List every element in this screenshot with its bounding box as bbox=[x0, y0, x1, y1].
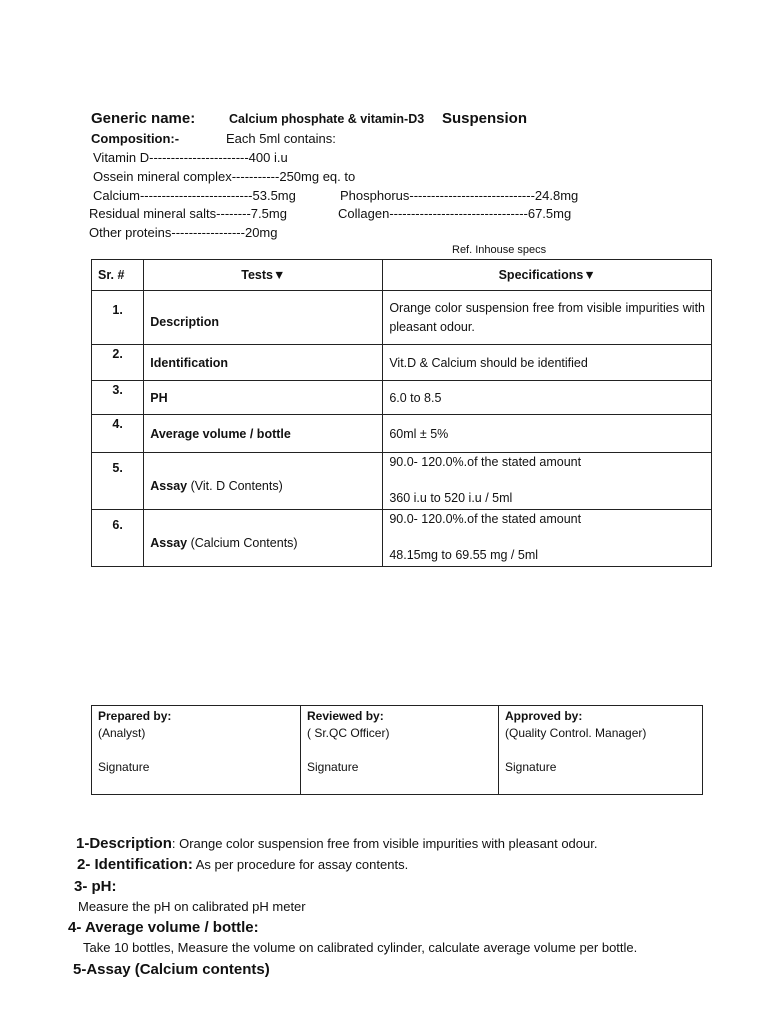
header-specifications: Specifications▼ bbox=[383, 260, 712, 291]
approved-by-cell bbox=[499, 706, 703, 795]
row-number: 5. bbox=[92, 453, 144, 510]
procedure-identification bbox=[77, 856, 408, 874]
row-spec: 6.0 to 8.5 bbox=[383, 381, 712, 415]
procedure-identification-label: 2- Identification: bbox=[77, 856, 193, 873]
row-test: Assay bbox=[150, 536, 188, 550]
row-test-cell bbox=[144, 453, 383, 510]
composition-residual: Residual mineral salts--------7.5mg bbox=[89, 206, 287, 221]
table-row bbox=[92, 381, 712, 415]
row-spec: Vit.D & Calcium should be identified bbox=[383, 345, 712, 381]
composition-other-proteins: Other proteins-----------------20mg bbox=[89, 225, 278, 240]
signoff-table bbox=[91, 705, 703, 795]
row-number: 3. bbox=[92, 381, 144, 415]
row-number: 1. bbox=[92, 291, 144, 345]
row-spec: 90.0- 120.0%.of the stated amount bbox=[389, 512, 582, 526]
reviewed-by-role: ( Sr.QC Officer) bbox=[307, 726, 390, 740]
composition-each: Each 5ml contains: bbox=[226, 131, 336, 146]
procedure-description bbox=[76, 835, 597, 853]
header-tests: Tests▼ bbox=[144, 260, 383, 291]
prepared-by-label: Prepared by: bbox=[98, 709, 172, 723]
row-test-detail: (Calcium Contents) bbox=[187, 536, 298, 550]
procedure-description-text: : Orange color suspension free from visible impurities with pleasant odour. bbox=[171, 836, 598, 851]
procedure-assay-label: 5-Assay (Calcium contents) bbox=[73, 961, 270, 978]
header-sr: Sr. # bbox=[92, 260, 144, 291]
composition-label: Composition:- bbox=[91, 131, 180, 146]
composition-ossein: Ossein mineral complex-----------250mg eq. to bbox=[93, 169, 356, 184]
row-test: Average volume / bottle bbox=[144, 415, 383, 453]
procedure-description-label: 1-Description bbox=[76, 835, 172, 852]
reference-note: Ref. Inhouse specs bbox=[452, 244, 547, 256]
row-spec: 60ml ± 5% bbox=[383, 415, 712, 453]
row-spec-cell bbox=[383, 510, 712, 567]
specification-table bbox=[91, 259, 712, 567]
generic-name-suffix: Suspension bbox=[442, 110, 528, 127]
row-test: Assay bbox=[150, 479, 188, 493]
row-test: PH bbox=[144, 381, 383, 415]
prepared-by-signature: Signature bbox=[98, 760, 150, 774]
row-test: Description bbox=[144, 291, 383, 345]
procedure-ph-label: 3- pH: bbox=[74, 878, 117, 895]
row-test-cell bbox=[144, 510, 383, 567]
table-row bbox=[92, 291, 712, 345]
row-number: 4. bbox=[92, 415, 144, 453]
row-number: 2. bbox=[92, 345, 144, 381]
procedure-average-volume-text: Take 10 bottles, Measure the volume on calibrated cylinder, calculate average volume per bottle. bbox=[83, 940, 638, 955]
row-test-detail: (Vit. D Contents) bbox=[187, 479, 283, 493]
composition-collagen: Collagen--------------------------------67.5mg bbox=[338, 206, 572, 221]
row-spec: 90.0- 120.0%.of the stated amount bbox=[389, 455, 582, 469]
row-spec-cell bbox=[383, 453, 712, 510]
prepared-by-cell bbox=[92, 706, 301, 795]
prepared-by-role: (Analyst) bbox=[98, 726, 146, 740]
row-spec-range: 48.15mg to 69.55 mg / 5ml bbox=[389, 548, 539, 562]
reviewed-by-cell bbox=[301, 706, 499, 795]
row-test: Identification bbox=[144, 345, 383, 381]
procedure-identification-text: As per procedure for assay contents. bbox=[192, 857, 409, 872]
composition-phosphorus: Phosphorus-----------------------------24.8mg bbox=[340, 188, 579, 203]
row-number: 6. bbox=[92, 510, 144, 567]
approved-by-signature: Signature bbox=[505, 760, 557, 774]
generic-name-label: Generic name: bbox=[91, 110, 196, 127]
composition-calcium: Calcium--------------------------53.5mg bbox=[93, 188, 296, 203]
table-row bbox=[92, 510, 712, 567]
procedure-ph-text: Measure the pH on calibrated pH meter bbox=[78, 899, 306, 914]
composition-vitamin-d: Vitamin D-----------------------400 i.u bbox=[93, 150, 288, 165]
reviewed-by-signature: Signature bbox=[307, 760, 359, 774]
approved-by-role: (Quality Control. Manager) bbox=[505, 726, 647, 740]
table-row bbox=[92, 415, 712, 453]
row-spec: Orange color suspension free from visible impurities with pleasant odour. bbox=[383, 291, 712, 345]
generic-name-value: Calcium phosphate & vitamin-D3 bbox=[229, 112, 425, 126]
procedure-average-volume-label: 4- Average volume / bottle: bbox=[68, 919, 259, 936]
table-header-row bbox=[92, 260, 712, 291]
approved-by-label: Approved by: bbox=[505, 709, 583, 723]
table-row bbox=[92, 345, 712, 381]
table-row bbox=[92, 453, 712, 510]
row-spec-range: 360 i.u to 520 i.u / 5ml bbox=[389, 491, 513, 505]
reviewed-by-label: Reviewed by: bbox=[307, 709, 384, 723]
